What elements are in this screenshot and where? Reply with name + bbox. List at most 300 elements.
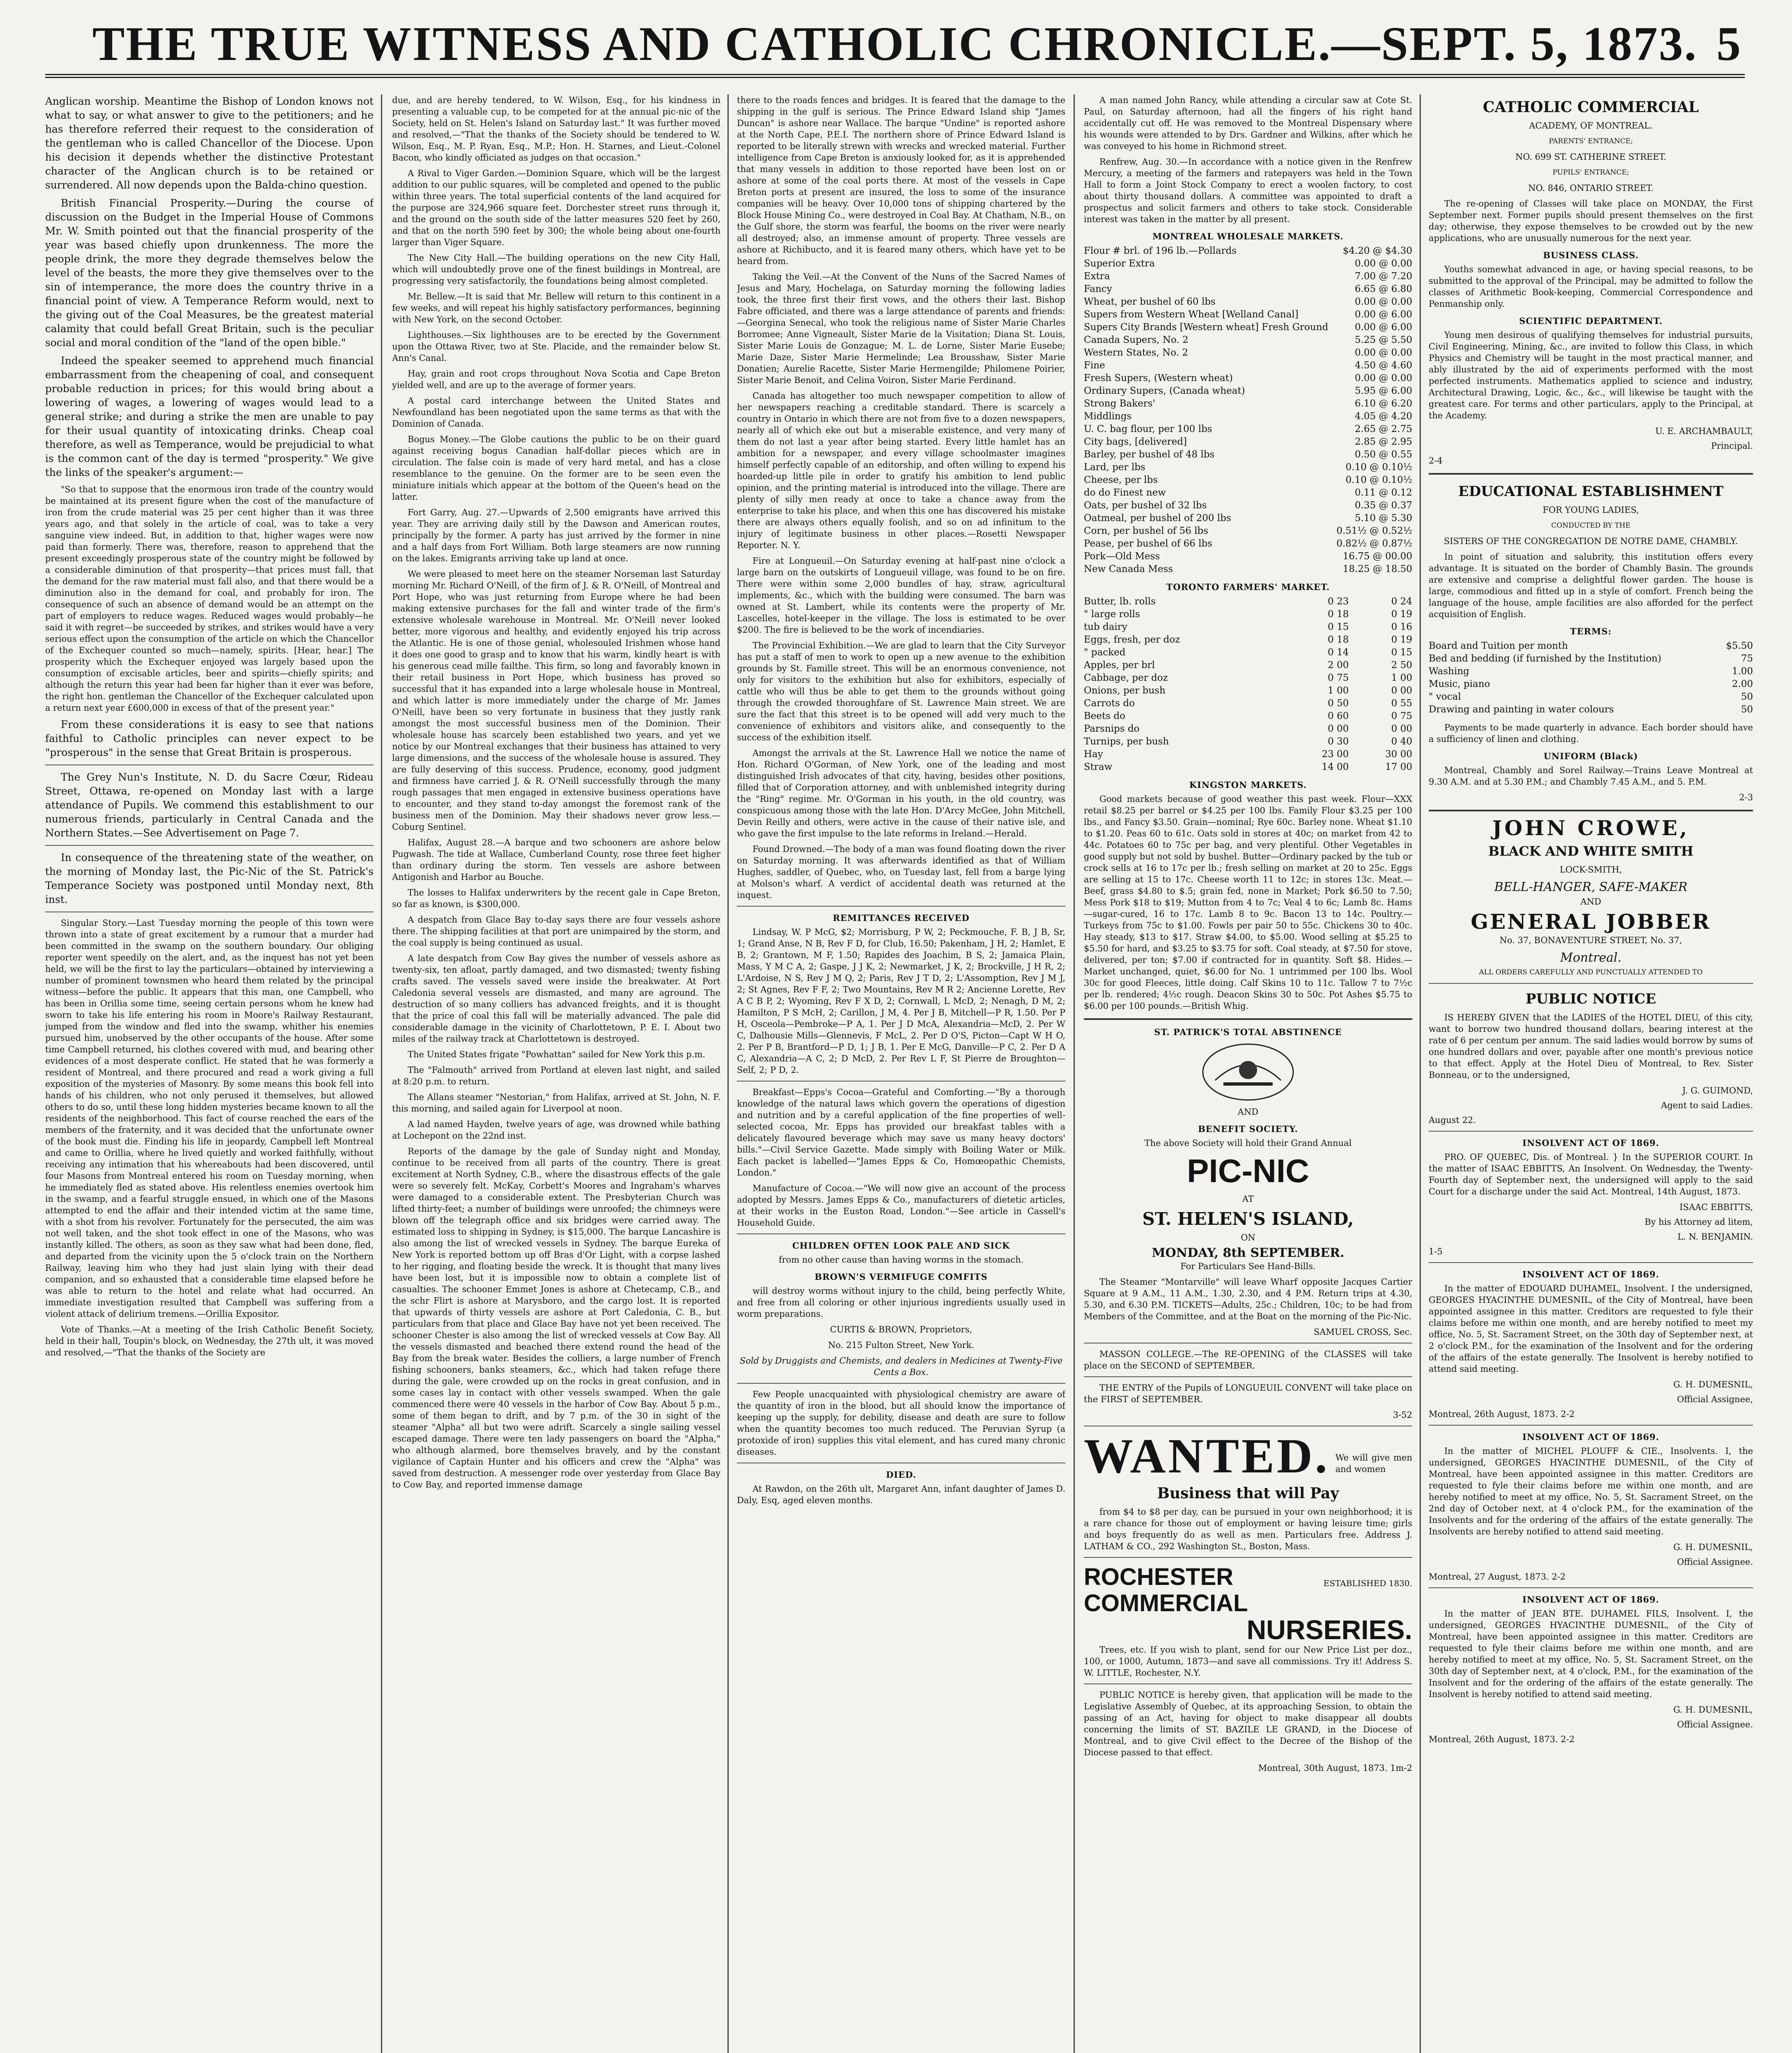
row-label: Western States, No. 2 <box>1084 347 1188 358</box>
row-price: 0.00 @ 0.00 <box>1354 296 1412 307</box>
row-price: 2 00 <box>1328 660 1349 671</box>
row-label: Parsnips do <box>1084 723 1140 734</box>
table-row <box>1429 703 1753 716</box>
row-price: 6.65 @ 6.80 <box>1354 284 1412 294</box>
insolvent-benjamin: L. N. BENJAMIN. <box>1677 1232 1753 1242</box>
table-row <box>1084 372 1412 385</box>
wanted-subtitle: Business that will Pay <box>1157 1485 1339 1502</box>
table-row <box>1084 448 1412 461</box>
row-price: 0 18 <box>1328 634 1349 645</box>
insolvent-date: Montreal, 26th August, 1873. 2-2 <box>1429 1734 1575 1744</box>
insolvent-signature: G. H. DUMESNIL, <box>1673 1542 1753 1552</box>
picnic-title: PIC-NIC <box>1187 1153 1309 1189</box>
article-fire-longueuil: Fire at Longueuil.—On Saturday evening at half-past nine o'clock a large barn on the outskirts of Longueuil village, was found to be on fire. There were within some 2,000 bundles of hay, straw, agricultural implements, &c., which with the building were consumed. The barn was owned at St. Lambert, while its contents were the property of Mr. Lascelles, hotel-keeper in the village. The loss is estimated to be over $200. The fire is believed to be the work of incendiaries. <box>737 556 1065 635</box>
table-row <box>1084 257 1412 270</box>
row-price: 18.25 @ 18.50 <box>1342 564 1412 574</box>
row-label: Extra <box>1084 271 1110 282</box>
article-fort-garry: Fort Garry, Aug. 27.—Upwards of 2,500 emigrants have arrived this year. They are arriving daily still by the Dawson and American routes, principally by the former. A party has just arrived by the former in nine and a half days from Fort William. Both large steamers are now running on the lakes. Emigrants arriving take up land at once. <box>392 508 720 563</box>
table-row <box>1084 347 1412 359</box>
crowe-trade: BLACK AND WHITE SMITH <box>1488 843 1693 859</box>
row-label: Turnips, per bush <box>1084 736 1169 747</box>
insolvent-signature: ISAAC EBBITTS, <box>1680 1202 1753 1212</box>
public-notice-heading: PUBLIC NOTICE <box>1526 991 1656 1007</box>
row-label: Fine <box>1084 360 1105 371</box>
article-losses: The losses to Halifax underwriters by the recent gale in Cape Breton, so far as known, is $300,000. <box>392 888 720 909</box>
public-notice-bazile: PUBLIC NOTICE is hereby given, that application will be made to the Legislative Assembly of Quebec, at its approaching Session, to obtain the passing of an Act, having for object to make disappear all doubts concerning the limits of ST. BAZILE LE GRAND, in the Diocese of Montreal, and to give Civil effect to the Decree of the Bishop of the Diocese passed to that effect. <box>1084 1690 1412 1757</box>
row-price: 0.00 @ 6.00 <box>1354 309 1412 320</box>
rochester-body: Trees, etc. If you wish to plant, send for our New Price List per doz., 100, or 1000, Autumn, 1873—and save all commissions. Try it! Address S. W. LITTLE, Rochester, N.Y. <box>1084 1645 1412 1678</box>
wanted-ad-header <box>1084 1428 1412 1483</box>
crowe-name: JOHN CROWE, <box>1492 816 1690 840</box>
died-heading: DIED. <box>886 1470 916 1480</box>
terms-table <box>1429 640 1753 716</box>
educational-heading: EDUCATIONAL ESTABLISHMENT <box>1458 483 1724 500</box>
row-label: Superior Extra <box>1084 258 1155 269</box>
public-notice-agent: Agent to said Ladies. <box>1661 1100 1753 1110</box>
row-price: 0 15 <box>1328 622 1349 632</box>
row-price: 2 50 <box>1391 660 1412 671</box>
table-row <box>1429 691 1753 703</box>
wanted-side: We will give men and women <box>1335 1453 1412 1474</box>
row-label: Beets do <box>1084 711 1126 721</box>
row-label: Apples, per brl <box>1084 660 1155 671</box>
row-label: " vocal <box>1429 691 1461 702</box>
crowe-address: No. 37, BONAVENTURE STREET, No. 37, <box>1499 935 1682 945</box>
insolvent-duhamel-fils: In the matter of JEAN BTE. DUHAMEL FILS, Insolvent. I, the undersigned, GEORGES HYACINTHE DUMESNIL, of the City of Montreal, have been appointed assignee in this matter. Creditors are requested to fyle their claims before me within one month, and are hereby notified to meet at my office, No. 5, St. Sacrament Street, on the 30th day of September next, at 4 o'clock, P.M., for the examination of the Insolvent and for the ordering of the affairs of the estate generally. The Insolvent is hereby notified to attend said meeting. <box>1429 1609 1753 1699</box>
public-notice-date: Montreal, 30th August, 1873. 1m-2 <box>1258 1763 1412 1773</box>
article-cow-bay: A late despatch from Cow Bay gives the number of vessels ashore as twenty-six, ten afloat, partly damaged, and two dismasted; twenty fishing crafts saved. The vessels saved were inside the breakwater. At Port Caledonia several vessels are dismasted, and many are aground. The destruction of so many colliers has advanced freights, and it is thought that the price of coal this fall will be materially advanced. The pale did considerable damage in the vicinity of Charlottetown, P. E. I. About two miles of the railway track at Charlottetown is destroyed. <box>392 953 720 1044</box>
insolvent-attorney: By his Attorney ad litem, <box>1644 1217 1753 1227</box>
divider <box>45 845 374 846</box>
table-row <box>1084 659 1412 672</box>
crowe-jobber: GENERAL JOBBER <box>1471 909 1711 934</box>
row-price: 75 <box>1741 653 1753 664</box>
table-row <box>1084 308 1412 321</box>
rochester-nurseries: NURSERIES. <box>1246 1614 1412 1645</box>
educational-sisters: SISTERS OF THE CONGREGATION DE NOTRE DAME, CHAMBLY. <box>1443 536 1738 546</box>
table-row <box>1084 474 1412 487</box>
academy-address-1: NO. 699 ST. CATHERINE STREET. <box>1515 152 1666 162</box>
row-label: Bed and bedding (if furnished by the Institution) <box>1429 653 1661 664</box>
row-label: " large rolls <box>1084 609 1140 620</box>
divider <box>1084 1557 1412 1558</box>
row-price: 0 23 <box>1328 596 1349 607</box>
article-paragraph: Anglican worship. Meantime the Bishop of London knows not what to say, or what answer to give to the petitioners; and he has therefore referred their request to the consideration of the gentleman who is called Chancellor of the Diocese. Upon his decision it depends whether the distinctive Protestant character of the Anglican church is to be retained or surrendered. All now depends upon the Balda-chino question. <box>45 95 374 191</box>
article-exhibition: The Provincial Exhibition.—We are glad to learn that the City Surveyor has put a staff of men to work to open up a new avenue to the exhibition grounds by St. Famille street. This will be an enormous convenience, not only for visitors to the exhibition but also for exhibitors, especially of cattle who will thus be able to get them to the grounds without going through the crowded thoroughfare of St. Lawrence Main street. We are sure the fact that this street is to be opened will add very much to the convenience of exhibitors and visitors alike, and consequently to the success of the exhibition itself. <box>737 641 1065 742</box>
column-rule <box>381 94 382 2053</box>
montreal-markets-heading: MONTREAL WHOLESALE MARKETS. <box>1152 231 1344 241</box>
montreal-markets-table <box>1084 245 1412 576</box>
article-picnic-postponed: In consequence of the threatening state of the weather, on the morning of Monday last, the Pic-Nic of the St. Patrick's Temperance Society was postponed until Monday next, 8th inst. <box>45 852 374 905</box>
ad-ref: 1-5 <box>1429 1247 1443 1256</box>
article-renfrew: Renfrew, Aug. 30.—In accordance with a notice given in the Renfrew Mercury, a meeting of the farmers and ratepayers was held in the Town Hall to form a Joint Stock Company to erect a woolen factory, to cost about thirty thousand dollars. A committee was appointed to draft a prospectus and solicit farmers and others to take stock. Considerable interest was taken in the matter by all present. <box>1084 157 1412 224</box>
article-postal-card: A postal card interchange between the United States and Newfoundland has been negotiated upon the same terms as that with the Dominion of Canada. <box>392 396 720 429</box>
kingston-markets-heading: KINGSTON MARKETS. <box>1189 780 1307 790</box>
row-price: 0 15 <box>1391 647 1412 658</box>
row-price: 14 00 <box>1322 762 1349 772</box>
row-label: Corn, per bushel of 56 lbs <box>1084 526 1209 536</box>
row-price: 0.51½ @ 0.52½ <box>1336 526 1412 536</box>
picnic-signature: SAMUEL CROSS, Sec. <box>1313 1327 1412 1337</box>
row-price: 0 30 <box>1328 736 1349 747</box>
table-row <box>1429 652 1753 665</box>
row-price: 4.05 @ 4.20 <box>1354 411 1412 422</box>
crowe-city: Montreal. <box>1560 951 1622 965</box>
remittances-heading: REMITTANCES RECEIVED <box>833 913 970 923</box>
divider <box>1429 1262 1753 1263</box>
table-row <box>1084 748 1412 761</box>
row-label: Wheat, per bushel of 60 lbs <box>1084 296 1216 307</box>
row-price: 30 00 <box>1385 749 1412 760</box>
picnic-on: ON <box>1241 1233 1255 1242</box>
row-price: 1 00 <box>1391 673 1412 683</box>
table-row <box>1084 697 1412 710</box>
article-paragraph: there to the roads fences and bridges. It is feared that the damage to the shipping in the gulf is serious. The Prince Edward Island ship "James Duncan" is ashore near Wallace. The barque "Undine" is reported ashore at the North Cape, P.E.I. The northern shore of Prince Edward Island is reported to be literally strewn with wrecks and wrecked material. Further intelligence from Cape Breton is anxiously looked for, as it is apprehended that many vessels in addition to those reported have been lost on or ashore at some of the coal ports there. At most of the vessels in Cape Breton ports at present are insured, the loss to some of the insurance companies will be heavy. Over 10,000 tons of shipping chartered by the Block House Mining Co., were destroyed in Coal Bay. At Chatham, N.B., on the Gulf shore, the storm was fearful, the booms on the river were nearly all destroyed; also, an immense amount of property. Three vessels are ashore at Richibucto, and it is feared many others, which have yet to be heard from. <box>737 95 1065 266</box>
picnic-particulars: For Particulars See Hand-Bills. <box>1180 1261 1316 1271</box>
row-label: New Canada Mess <box>1084 564 1173 574</box>
ad-ref: 2-4 <box>1429 456 1443 466</box>
column-5 <box>1429 94 1753 2053</box>
article-singular-story: Singular Story.—Last Tuesday morning the people of this town were thrown into a state of great excitement by a rumour that a murder had been committed in the swamp on the southern boundary. Our obliging reporter went speedily on the alert, and, as the inquest has not yet been held, we will be the first to lay the particulars—obtained by interviewing a number of prominent townsmen who heard them related by the principal witness—before the public. It appears that this man, one Campbell, who has been in Orillia some time, seeing certain persons whom he knew had sworn to take his life entering his room in Moore's Railway Restaurant, jumped from the window and fled into the swamp, whither his enemies pursued him, unobserved by the other occupants of the house. After some time Campbell returned, his clothes covered with mud, and bearing other evidences of a most desperate conflict. He stated that he was formerly a resident of Montreal, and there procured and read a work giving a full exposition of the mysteries of Masonry. By some means this book fell into hands of his children, who not only perused it themselves, but allowed others to do so, until these long hidden mysteries became known to all the residents of the neighborhood. This fact of course reached the ears of the members of the fraternity, and it was decided that the unfortunate owner of the book must die. Finding his life in jeopardy, Campbell left Montreal and came to Orillia, where he lived quietly and worked faithfully, without receiving any intimation that his whereabouts had been discovered, until four Masons from Montreal entered his room on Tuesday morning, when he immediately fled as stated above. His relentless enemies overtook him in the swamp, and a fearful struggle ensued, in which one of the Masons attempted to end the affair and their intended victim at the same time, with a shot from his revolver. Fortunately for the persecuted, the aim was not well taken, and the shot took effect in one of the Masons, who was instantly killed. The others, as soon as they saw what had been done, fled, and departed from the vicinity upon the 5 o'clock train on the Northern Railway, leaving him who they had just slain lying with their dead companion, and so exhausted that a considerable time elapsed before he was able to return to the hotel and relate what had occurred. An immediate investigation resulted that Campbell was suffering from a violent attack of delirium tremens.—Orillia Expositor. <box>45 918 374 1319</box>
academy-reopening: The re-opening of Classes will take place on MONDAY, the First September next. Former pupils should present themselves on the first day; otherwise, they expose themselves to be crowded out by the new applications, who are unusually numerous for the next year. <box>1429 199 1753 243</box>
row-price: 5.95 @ 6.00 <box>1354 386 1412 396</box>
row-price: 5.25 @ 5.50 <box>1354 335 1412 345</box>
stpat-and: AND <box>1237 1107 1259 1117</box>
ad-manufacture-cocoa: Manufacture of Cocoa.—"We will now give an account of the process adopted by Messrs. James Epps & Co., manufacturers of dietetic articles, at their works in the Euston Road, London."—See article in Cassell's Household Guide. <box>737 1183 1065 1228</box>
row-label: Supers City Brands [Western wheat] Fresh Ground <box>1084 322 1329 333</box>
row-price: 1.00 <box>1732 666 1753 677</box>
row-price: 0 19 <box>1391 609 1412 620</box>
row-price: 0 75 <box>1391 711 1412 721</box>
article-drowned-lad: A lad named Hayden, twelve years of age, was drowned while bathing at Lochepont on the 22nd inst. <box>392 1119 720 1141</box>
rochester-established: ESTABLISHED 1830. <box>1323 1578 1412 1588</box>
table-row <box>1429 640 1753 652</box>
row-price: 7.00 @ 7.20 <box>1354 271 1412 282</box>
table-row <box>1084 525 1412 537</box>
crowe-bellhanger: BELL-HANGER, SAFE-MAKER <box>1494 880 1688 894</box>
table-row <box>1084 512 1412 525</box>
row-price: 16.75 @ 00.00 <box>1342 551 1412 562</box>
table-row <box>1084 684 1412 697</box>
insolvent-assignee: Official Assignee. <box>1677 1720 1753 1729</box>
row-label: Eggs, fresh, per doz <box>1084 634 1180 645</box>
masthead <box>45 12 1745 78</box>
row-price: 0.35 @ 0.37 <box>1354 500 1412 511</box>
article-oneill: We were pleased to meet here on the steamer Norseman last Saturday morning Mr. Richard O'Neill, of the firm of J. & R. O'Neill, of Montreal and Port Hope, who was just returning from Europe where he had been making extensive purchases for the fall and winter trade of the firm's extensive wholesale warehouse in Montreal. Mr. O'Neill never looked better, more vigorous and healthy, and evidently enjoyed his trip across the Atlantic. He is one of those genial, wholesouled Irishmen whose hand it does one good to grasp and to know that his warm, kindly heart is with his generous cead mille failthe. This firm, so long and favorably known in their retail business in Port Hope, which business has proved so successful that it has expanded into a large wholesale house in Montreal, and which latter is more immediately under the charge of Mr. James O'Neill, have been so very fortunate in business that they justly rank amongst the most successful business men of the Dominion. Their wholesale house has scarcely been established two years, and yet we notice by our Montreal exchanges that their business has attained to very large dimensions, and the success of the wholesale house is assured. They are fully deserving of this success. Prudence, economy, good judgment and firmness have carried J. & R. O'Neill successfully through the many rough passages that men engaged in extensive business operations have to encounter, and they stand to-day amongst the foremost rank of the business men of the Dominion. May their shadows never grow less.—Coburg Sentinel. <box>392 569 720 832</box>
article-dominion-square: A Rival to Viger Garden.—Dominion Square, which will be the largest addition to our public squares, will be completed and opened to the public within three years. The total superficial contents of the land acquired for the purpose are 324,966 square feet. Dorchester street runs through it, and the ground on the south side of the latter measures 520 feet by 260, and that on the north 590 feet by 300; the whole being about one-fourth larger than Viger Square. <box>392 168 720 247</box>
column-2 <box>392 94 720 2053</box>
table-row <box>1084 385 1412 397</box>
row-price: 0 55 <box>1391 698 1412 709</box>
toronto-market-heading: TORONTO FARMERS' MARKET. <box>1166 582 1330 592</box>
row-price: 0 00 <box>1391 723 1412 734</box>
row-price: 17 00 <box>1385 762 1412 772</box>
ad-children-heading: CHILDREN OFTEN LOOK PALE AND SICK <box>792 1240 1010 1251</box>
row-price: 0 19 <box>1391 634 1412 645</box>
academy-signature: U. E. ARCHAMBAULT, <box>1655 426 1753 436</box>
insolvent-assignee: Official Assignee, <box>1677 1394 1753 1404</box>
row-label: Lard, per lbs <box>1084 462 1145 473</box>
catholic-academy-sub: ACADEMY, OF MONTREAL. <box>1529 121 1653 131</box>
academy-address-2: NO. 846, ONTARIO STREET. <box>1528 183 1654 193</box>
insolvent-ebbitts: PRO. OF QUEBEC, Dis. of Montreal. } In the SUPERIOR COURT. In the matter of ISAAC EBBITTS, An Insolvent. On Wednesday, the Twenty-Fourth day of September next, the undersigned will apply to the said Court for a discharge under the said Act. Montreal, 14th August, 1873. <box>1429 1152 1753 1196</box>
died-notice: At Rawdon, on the 26th ult, Margaret Ann, infant daughter of James D. Daly, Esq, aged eleven months. <box>737 1484 1065 1505</box>
row-price: $5.50 <box>1726 641 1753 651</box>
insolvent-plouff: In the matter of MICHEL PLOUFF & CIE., Insolvents. I, the undersigned, GEORGES HYACINTHE DUMESNIL, of the City of Montreal, have been appointed assignee in this matter. Creditors are requested to fyle their claims before me within one month, and are hereby notified to meet at my office, No. 5, St. Sacrament Street, on the 2nd day of October next, at 4 o'clock P.M., for the examination of the Insolvents and for the ordering of the affairs of the estate generally. The Insolvents are hereby notified to attend said meeting. <box>1429 1446 1753 1536</box>
ad-curtis-note: Sold by Druggists and Chemists, and dealers in Medicines at Twenty-Five Cents a Box. <box>739 1356 1063 1377</box>
table-row <box>1084 499 1412 512</box>
article-city-hall: The New City Hall.—The building operations on the new City Hall, which will undoubtedly prove one of the finest buildings in Montreal, are progressing very satisfactorily, the foundations being almost completed. <box>392 253 720 286</box>
article-financial-prosperity: British Financial Prosperity.—During the course of discussion on the Budget in the Imperial House of Commons Mr. W. Smith pointed out that the financial prosperity of the year was based chiefly upon drunkenness. The more the people drink, the more they degrade themselves below the level of the beasts, the more they give themselves over to the sin of intemperance, the more does the country thrive in a financial point of view. A Temperance Reform would, next to the giving out of the Coal Measures, be the greatest material calamity that could befall Great Britain, such is the peculiar social and moral condition of the "land of the open bible." <box>45 197 374 349</box>
wanted-body: from $4 to $8 per day, can be pursued in your own neighborhood; it is a rare chance for those out of employment or having leisure time; girls and boys frequently do as well as men. Particulars free. Address J. LATHAM & CO., 292 Washington St., Boston, Mass. <box>1084 1507 1412 1551</box>
article-grey-nuns: The Grey Nun's Institute, N. D. du Sacre Cœur, Rideau Street, Ottawa, re-opened on Monday last with a large attendance of Pupils. We commend this establishment to our numerous friends, particularly in Central Canada and the Northern States.—See Advertisement on Page 7. <box>45 771 374 839</box>
table-row <box>1084 621 1412 634</box>
divider <box>1429 983 1753 984</box>
page-number: 5 <box>1716 17 1741 71</box>
insolvent-heading: INSOLVENT ACT OF 1869. <box>1522 1138 1659 1148</box>
table-row <box>1084 423 1412 436</box>
table-row <box>1084 321 1412 334</box>
table-row <box>1084 537 1412 550</box>
crowe-orders: ALL ORDERS CAREFULLY AND PUNCTUALLY ATTENDED TO <box>1479 968 1703 976</box>
row-price: 0 00 <box>1391 685 1412 696</box>
ad-peruvian-syrup: Few People unacquainted with physiological chemistry are aware of the quantity of iron in the blood, but all should know the importance of keeping up the supply, for debility, disease and death are sure to follow when the quantity becomes too much reduced. The Peruvian Syrup (a protoxide of iron) supplies this vital element, and has cured many chronic diseases. <box>737 1389 1065 1457</box>
educational-payments: Payments to be made quarterly in advance. Each border should have a sufficiency of linen and clothing. <box>1429 723 1753 744</box>
row-price: 6.10 @ 6.20 <box>1354 398 1412 409</box>
row-label: Barley, per bushel of 48 lbs <box>1084 449 1215 460</box>
picnic-at: AT <box>1242 1194 1254 1204</box>
article-nestorian: The Allans steamer "Nestorian," from Halifax, arrived at St. John, N. F. this morning, and sailed again for Liverpool at noon. <box>392 1092 720 1114</box>
article-taking-the-veil: Taking the Veil.—At the Convent of the Nuns of the Sacred Names of Jesus and Mary, Hochelaga, on Saturday morning the following ladies took, the three first their first vows, and the others their last. Bishop Fabre officiated, and there was a large attendance of parents and friends:—Georgina Senecal, who took the religious name of Sister Marie Charles Borromee; Anne Vigneault, Sister Marie de la Visitation; Diana St. Louis, Sister Marie Louis de Gonzague; M. L. de Lorne, Sister Marie Eusebe; Marie Daze, Sister Marie Hermelinde; Lea Brousshaw, Sister Marie Donatien; Aurelie Racette, Sister Marie Hermengilde; Philomene Poirier, Sister Marie Benoit, and Celina Voiron, Sister Marie Ferdinand. <box>737 272 1065 385</box>
picnic-location: ST. HELEN'S ISLAND, <box>1142 1209 1354 1229</box>
divider <box>1429 810 1753 811</box>
column-rule <box>1420 94 1421 2053</box>
row-label: Pease, per bushel of 66 lbs <box>1084 538 1213 549</box>
scientific-department-text: Young men desirous of qualifying themselves for industrial pursuits, Civil Engineering, Mining, &c., are invited to follow this Class, in which Physics and Chemistry will be taught in the most practical manner, and ably illustrated by the aid of experiments performed with the most perfected instruments. Mathematics applied to science and industry, Architectural Drawing, Logic, &c., &c., will likewise be taught with the greatest care. For terms and other particulars, apply to the Principal, at the Academy. <box>1429 330 1753 420</box>
parents-entrance: PARENTS' ENTRANCE; <box>1549 137 1633 145</box>
row-price: 0.10 @ 0.10½ <box>1345 462 1412 473</box>
column-3 <box>737 94 1065 2053</box>
table-row <box>1084 397 1412 410</box>
row-label: Flour # brl. of 196 lb.—Pollards <box>1084 246 1237 256</box>
table-row <box>1084 487 1412 499</box>
article-crops: Hay, grain and root crops throughout Nova Scotia and Cape Breton yielded well, and are up to the average of former years. <box>392 369 720 390</box>
picnic-details: The Steamer "Montarville" will leave Wharf opposite Jacques Cartier Square at 9 A.M., 11 A.M., 1.30, 2.30, and 4 P.M. Return trips at 4.30, 5.30, and 6.30 P.M. TICKETS—Adults, 25c.; Children, 10c; to be had from Members of the Committee, and at the Boat on the morning of the Pic-Nic. <box>1084 1277 1412 1321</box>
row-label: Butter, lb. rolls <box>1084 596 1156 607</box>
table-row <box>1084 672 1412 684</box>
row-price: 2.85 @ 2.95 <box>1354 436 1412 447</box>
row-price: 5.10 @ 5.30 <box>1354 513 1412 524</box>
table-row <box>1084 710 1412 723</box>
article-bellew: Mr. Bellew.—It is said that Mr. Bellew will return to this continent in a few weeks, and will repeat his highly satisfactory performances, beginning with New York, on the second October. <box>392 292 720 324</box>
divider <box>737 1081 1065 1082</box>
divider <box>737 1233 1065 1234</box>
rochester-header <box>1084 1563 1412 1589</box>
picnic-date: MONDAY, 8th SEPTEMBER. <box>1152 1246 1345 1260</box>
block-quote: "So that to suppose that the enormous iron trade of the country would be maintained at its present figure when the cost of the manufacture of iron from the crude material was 25 per cent higher than it was three years ago, and that solely in the article of coal, was to take a very sanguine view indeed. But, in addition to that, higher wages were now paid than formerly. There was, therefore, reason to apprehend that the present exceedingly prosperous state of the country might be followed by a considerable diminution of that prosperity—that prices must fall, that the demand for the raw material must fall also, and that there would be a diminution also in the demand for coal, and probably for iron. The consequence of such an absence of demand would be an attempt on the part of employers to reduce wages. Reduced wages would probably—he said it with regret—be succeeded by strikes, and strikes would have a very serious effect upon the consumption of the article on which the Chancellor of the Exchequer counted so much—namely, spirits. [Hear, hear.] The prosperity which the Exchequer enjoyed was largely based upon the consumption of excisable articles, beer and spirits—chiefly spirits; and although the return this year had been far higher than it ever was before, the right hon. gentleman the Chancellor of the Exchequer calculated upon a return next year £600,000 in excess of that of the present year." <box>45 485 374 713</box>
educational-text: In point of situation and salubrity, this institution offers every advantage. It is situated on the border of Chambly Basin. The grounds are extensive and comprise a delightful flower garden. The house is large, commodious and fitted up in a style of comfort. French being the language of the house, ample facilities are also afforded for the perfect acquisition of English. <box>1429 552 1753 619</box>
table-row <box>1084 436 1412 448</box>
divider <box>1429 1131 1753 1132</box>
divider <box>737 1383 1065 1384</box>
ad-curtis-address: No. 215 Fulton Street, New York. <box>828 1340 974 1350</box>
row-price: 0 14 <box>1328 647 1349 658</box>
column-1 <box>45 94 374 2053</box>
divider <box>1084 1683 1412 1684</box>
row-label: Pork—Old Mess <box>1084 551 1160 562</box>
ad-ref: 3-52 <box>1393 1410 1412 1420</box>
table-row <box>1084 296 1412 308</box>
row-price: 0.11 @ 0.12 <box>1354 487 1412 498</box>
row-label: Carrots do <box>1084 698 1135 709</box>
divider <box>737 906 1065 907</box>
row-label: " packed <box>1084 647 1126 658</box>
article-newspapers: Canada has altogether too much newspaper competition to allow of her newspapers reaching a creditable standard. There is scarcely a country in Ontario in which there are not from five to a dozen newspapers, nearly all of which eke out but a miserable existence, and very many of them do not last a year after being started. Every little hamlet has an ambition for a newspaper, and every village schoolmaster imagines himself perfectly capable of an editorship, and often willing to expend his hoarded-up little pile in order to gratify his ambition to lend public opinion, and the printing material is introduced into the village. There are plenty of silly men ready at once to take a chance away from the enterprise to take his place, and when this one has discovered his mistake there are always others equally foolish, and so on ad infinitum to the injury of legitimate business in other places.—Rosetti Newspaper Reporter. N. Y. <box>737 391 1065 550</box>
article-bogus-money: Bogus Money.—The Globe cautions the public to be on their guard against receiving bogus Canadian half-dollar pieces which are in circulation. The false coin is made of very hard metal, and has a close resemblance to the genuine. On the former are to be seen even the miniature initials which appear at the bottom of the Queen's head on the latter. <box>392 434 720 502</box>
insolvent-date: Montreal, 27 August, 1873. 2-2 <box>1429 1572 1566 1582</box>
row-price: $4.20 @ $4.30 <box>1342 246 1412 256</box>
divider <box>1429 1425 1753 1426</box>
row-price: 0.50 @ 0.55 <box>1354 449 1412 460</box>
article-falmouth: The "Falmouth" arrived from Portland at eleven last night, and sailed at 8:20 p.m. to return. <box>392 1065 720 1086</box>
row-price: 0 50 <box>1328 698 1349 709</box>
uniform-heading: UNIFORM (Black) <box>1543 751 1638 761</box>
table-row <box>1084 761 1412 774</box>
crowe-and: AND <box>1580 897 1602 907</box>
row-label: do do Finest new <box>1084 487 1166 498</box>
ad-epps-cocoa: Breakfast—Epps's Cocoa—Grateful and Comforting.—"By a thorough knowledge of the natural laws which govern the operations of digestion and nutrition and by a careful application of the fine properties of well-selected cocoa, Mr. Epps has provided our breakfast tables with a delicately flavoured beverage which may save us many heavy doctors' bills."—Civil Service Gazette. Made simply with Boiling Water or Milk. Each packet is labelled—"James Epps & Co, Homœopathic Chemists, London." <box>737 1087 1065 1178</box>
table-row <box>1084 563 1412 576</box>
public-notice-signature: J. G. GUIMOND, <box>1682 1086 1753 1095</box>
table-row <box>1084 646 1412 659</box>
ad-ref: 2-3 <box>1739 792 1753 802</box>
table-row <box>1084 461 1412 474</box>
column-4 <box>1084 94 1412 2053</box>
insolvent-heading: INSOLVENT ACT OF 1869. <box>1522 1594 1659 1605</box>
row-price: 0.00 @ 0.00 <box>1354 347 1412 358</box>
society-emblem-icon <box>1199 1041 1297 1103</box>
table-row <box>1084 270 1412 283</box>
insolvent-assignee: Official Assignee. <box>1677 1557 1753 1567</box>
row-price: 0.00 @ 0.00 <box>1354 373 1412 384</box>
row-label: Board and Tuition per month <box>1429 641 1568 651</box>
rochester-title: ROCHESTER <box>1084 1564 1234 1590</box>
article-lighthouses: Lighthouses.—Six lighthouses are to be erected by the Government upon the Ottawa River, two at Ste. Placide, and the remainder below St. Ann's Canal. <box>392 330 720 363</box>
row-label: Fresh Supers, (Western wheat) <box>1084 373 1233 384</box>
column-rule <box>727 94 729 2053</box>
ad-brown-heading: BROWN'S VERMIFUGE COMFITS <box>815 1272 988 1282</box>
row-price: 2.65 @ 2.75 <box>1354 424 1412 434</box>
divider <box>1084 1018 1412 1020</box>
insolvent-signature: G. H. DUMESNIL, <box>1673 1705 1753 1715</box>
row-label: Middlings <box>1084 411 1132 422</box>
row-price: 0 00 <box>1328 723 1349 734</box>
table-row <box>1084 410 1412 423</box>
table-row <box>1084 359 1412 372</box>
row-label: Canada Supers, No. 2 <box>1084 335 1189 345</box>
article-found-drowned: Found Drowned.—The body of a man was found floating down the river on Saturday morning. It was afterwards identified as that of William Hughes, saddler, of Quebec, who, on Tuesday last, fell from a barge lying at Molson's wharf. A verdict of accidental death was returned at the inquest. <box>737 844 1065 900</box>
stpat-heading: ST. PATRICK'S TOTAL ABSTINENCE <box>1154 1027 1342 1037</box>
divider <box>1084 1376 1412 1377</box>
row-price: 0 24 <box>1391 596 1412 607</box>
article-powhattan: The United States frigate "Powhattan" sailed for New York this p.m. <box>408 1049 705 1059</box>
pupils-entrance: PUPILS' ENTRANCE; <box>1552 168 1629 177</box>
row-price: 0.10 @ 0.10½ <box>1345 475 1412 485</box>
table-row <box>1084 334 1412 347</box>
insolvent-heading: INSOLVENT ACT OF 1869. <box>1522 1269 1659 1279</box>
academy-signature-title: Principal. <box>1711 441 1753 451</box>
row-label: Fancy <box>1084 284 1112 294</box>
row-label: Ordinary Supers, (Canada wheat) <box>1084 386 1245 396</box>
row-price: 0 60 <box>1328 711 1349 721</box>
article-glace-bay: A despatch from Glace Bay to-day says there are four vessels ashore there. The shipping facilities at that port are unimpaired by the storm, and the coal supply is being continued as usual. <box>392 915 720 948</box>
ad-curtis-brown: CURTIS & BROWN, Proprietors, <box>830 1325 973 1334</box>
row-label: Drawing and painting in water colours <box>1429 704 1614 715</box>
toronto-market-table <box>1084 595 1412 774</box>
article-john-rancy: A man named John Rancy, while attending a circular saw at Cote St. Paul, on Saturday afternoon, had all the fingers of his right hand accidentally cut off. He was removed to the Montreal Dispensary where his wounds were attended to by Drs. Gardner and Wilkins, after which he was conveyed to his home in Richmond street. <box>1084 95 1412 151</box>
wanted-title: WANTED. <box>1084 1428 1330 1483</box>
article-paragraph: From these considerations it is easy to see that nations faithful to Catholic principles can never expect to be "prosperous" in the sense that Great Britain is prosperous. <box>45 719 374 758</box>
row-price: 50 <box>1741 704 1753 715</box>
row-label: Straw <box>1084 762 1113 772</box>
row-label: Hay <box>1084 749 1103 760</box>
table-row <box>1084 595 1412 608</box>
kingston-markets-text: Good markets because of good weather this past week. Flour—XXX retail $8.25 per barrel or $4.25 per 100 lbs. Family Flour $3.25 per 100 lbs., and Fancy $3.50. Grain—nominal; Rye 60c. Barley none. Wheat $1.10 to $1.20. Peas 60 to 61c. Oats sold in stores at 40c; on market from 42 to 44c. Potatoes 60 to 75c per bag, and very plentiful. Other Vegetables in good supply but not sold by bushel. Butter—Ordinary packed by the tub or crock sells at 16 to 17c per lb.; fresh selling on market at 20 to 25c. Eggs are selling at 15 to 17c. Cheese worth 11 to 12c; in stores 13c. Meat.—Beef, grass $4.80 to $.5; grain fed, none in Market; Pork $6.50 to 7.50; Mess Pork $18 to $19; Mutton from 4 to 7c; Veal 4 to 6c; Lamb 8c. Hams—sugar-cured, 16 to 17c. Lamb 8 to 9c. Bacon 13 to 14c. Poultry.—Turkeys from 75c to $1.00. Fowls per pair 50 to 55c. Chickens 30 to 40c. Hay steady, $13 to $17. Straw $4.00, to $5.00. Wood selling at $5.25 to $5.50 for hard, and $3.25 to $3.75 for soft. Coal steady, at $7.50 for stove, delivered, per ton; $7.00 if contracted for in quantity. Soft $8. Hides.—Market unchanged, quiet, $6.00 for No. 1 untrimmed per 100 lbs. Wool 30c for good Fleeces, little doing. Calf Skins 10 to 11c. Tallow 7 to 7½c per lb. rendered; 4½c rough. Deacon Skins 30 to 50c. Pot Ashes $5.75 to $6.00 per 100 pounds.—British Whig. <box>1084 794 1412 1011</box>
stpat-benefit: BENEFIT SOCIETY. <box>1198 1124 1298 1134</box>
row-label: Music, piano <box>1429 679 1490 689</box>
table-row <box>1084 283 1412 296</box>
rochester-commercial: COMMERCIAL <box>1084 1590 1248 1617</box>
row-label: Washing <box>1429 666 1469 677</box>
row-price: 50 <box>1741 691 1753 702</box>
ad-brown-text: will destroy worms without injury to the child, being perfectly White, and free from all coloring or other injurious ingredients usually used in worm preparations. <box>737 1286 1065 1319</box>
table-row <box>1084 634 1412 646</box>
public-notice-date: August 22. <box>1429 1115 1476 1125</box>
row-label: Cabbage, per doz <box>1084 673 1168 683</box>
remittances-list: Lindsay, W. P McG, $2; Morrisburg, P W, 2; Peckmouche, F. B, J B, Sr, 1; Grand Anse, N B, Rev F D, for Club, 16.50; Pakenham, J H, 2; Hamlet, E B, 2; Grantown, M F, 1.50; Rapides des Joachim, B S, 2; Jamaica Plain, Mass, Y M C A, 2; Gaspe, J J K, 2; Newmarket, J K, 2; Brockville, J H R, 2; L'Ardoise, N S, Rev J M Q, 2; Paris, Rev J T D, 2; L'Assomption, Rev J M J, 2; St Agnes, Rev F F, 2; Two Mountains, Rev M R 2; Ancienne Lorette, Rev A C B P, 2; Wyoming, Rev F X D, 2; Cornwall, L McD, 2; Nenagh, D M, 2; Hamilton, P S McH, 2; Carillon, J M, 4. Per J B, Mitchell—P R, 1.50. Per P H, Osceola—Pembroke—P A, 1. Per J D McA, Alexandria—McD, 2. Per W C, Dalhousie Mills—Glennevis, F McL, 2. Per D O'S, Picton—Capt W H O, 2. Per P B, Brantford—P D, 1; J B, 1. Per E McG, Danville—P C, 2. Per D A C, Alexandria—A C, 2; D McD, 2. Per Rev L F, St Pierre de Broughton—Self, 2; P D, 2. <box>737 927 1065 1075</box>
insolvent-heading: INSOLVENT ACT OF 1869. <box>1522 1432 1659 1442</box>
article-paragraph: Indeed the speaker seemed to apprehend much financial embarrassment from the cheapening of coal, and consequent probable reduction in prices; for this would bring about a lowering of wages, a lowering of wages would lead to a general strike; and during a strike the men are unable to pay for their usual quantity of intoxicating drinks. Cheap coal therefore, as well as Temperance, would be prejudicial to what is the common cant of the day is termed "prosperity." We give the links of the speaker's argument:— <box>45 355 374 478</box>
row-label: Cheese, per lbs <box>1084 475 1158 485</box>
terms-heading: TERMS: <box>1570 626 1612 636</box>
article-halifax: Halifax, August 28.—A barque and two schooners are ashore below Pugwash. The tide at Wallace, Cumberland County, rose three feet higher than ordinary during the storm. Ten vessels are ashore between Antigonish and Harbor au Bouche. <box>392 838 720 882</box>
article-ogorman: Amongst the arrivals at the St. Lawrence Hall we notice the name of Hon. Richard O'Gorman, of New York, one of the leading and most distinguished Irish advocates of that city, having, besides other positions, filled that of Corporation attorney, and with unblemished integrity during the "Ring" regime. Mr. O'Gorman in his youth, in the old country, was conspicuous among those with the late Hon. D'Arcy McGee, John Mitchell, Devin Reilly and others, were active in the cause of their native isle, and who gave the first impulse to the late reforms in Ireland.—Herald. <box>737 748 1065 838</box>
table-row <box>1429 678 1753 691</box>
table-row <box>1084 608 1412 621</box>
stpat-intro: The above Society will hold their Grand Annual <box>1144 1138 1352 1148</box>
row-price: 23 00 <box>1322 749 1349 760</box>
row-label: Supers from Western Wheat [Welland Canal] <box>1084 309 1299 320</box>
table-row <box>1429 665 1753 678</box>
ad-longueuil-convent: THE ENTRY of the Pupils of LONGUEUIL CONVENT will take place on the FIRST of SEPTEMBER. <box>1084 1383 1412 1404</box>
educational-railway: Montreal, Chambly and Sorel Railway.—Trains Leave Montreal at 9.30 A.M. and at 5.30 P.M.; and Chambly 7.45 A.M., and 5. P.M. <box>1429 765 1753 787</box>
row-price: 1 00 <box>1328 685 1349 696</box>
row-label: City bags, [delivered] <box>1084 436 1187 447</box>
insolvent-date: Montreal, 26th August, 1873. 2-2 <box>1429 1409 1575 1419</box>
divider <box>1429 1587 1753 1588</box>
insolvent-duhamel: In the matter of EDOUARD DUHAMEL, Insolvent. I the undersigned, GEORGES HYACINTHE DUMESNIL, of the City of Montreal, have been appointed assignee in this matter. Creditors are requested to fyle their claims before me within one month, and are hereby notified to meet my office, No. 5, St. Sacrament Street, on the 30th day of September next, at 2 o'clock P.M., for the examination of the Insolvent and for the ordering of the affairs of the estate generally. The Insolvent is hereby notified to attend said meeting. <box>1429 1284 1753 1374</box>
catholic-academy-heading: CATHOLIC COMMERCIAL <box>1483 99 1699 116</box>
row-price: 0 18 <box>1328 609 1349 620</box>
row-label: Oatmeal, per bushel of 200 lbs <box>1084 513 1231 524</box>
business-class-heading: BUSINESS CLASS. <box>1543 250 1639 260</box>
scientific-department-heading: SCIENTIFIC DEPARTMENT. <box>1519 316 1663 326</box>
row-price: 4.50 @ 4.60 <box>1354 360 1412 371</box>
row-price: 0 16 <box>1391 622 1412 632</box>
row-label: U. C. bag flour, per 100 lbs <box>1084 424 1212 434</box>
masthead-title: THE TRUE WITNESS AND CATHOLIC CHRONICLE.—SEPT. 5, 1873. <box>92 17 1698 71</box>
row-price: 0 75 <box>1328 673 1349 683</box>
